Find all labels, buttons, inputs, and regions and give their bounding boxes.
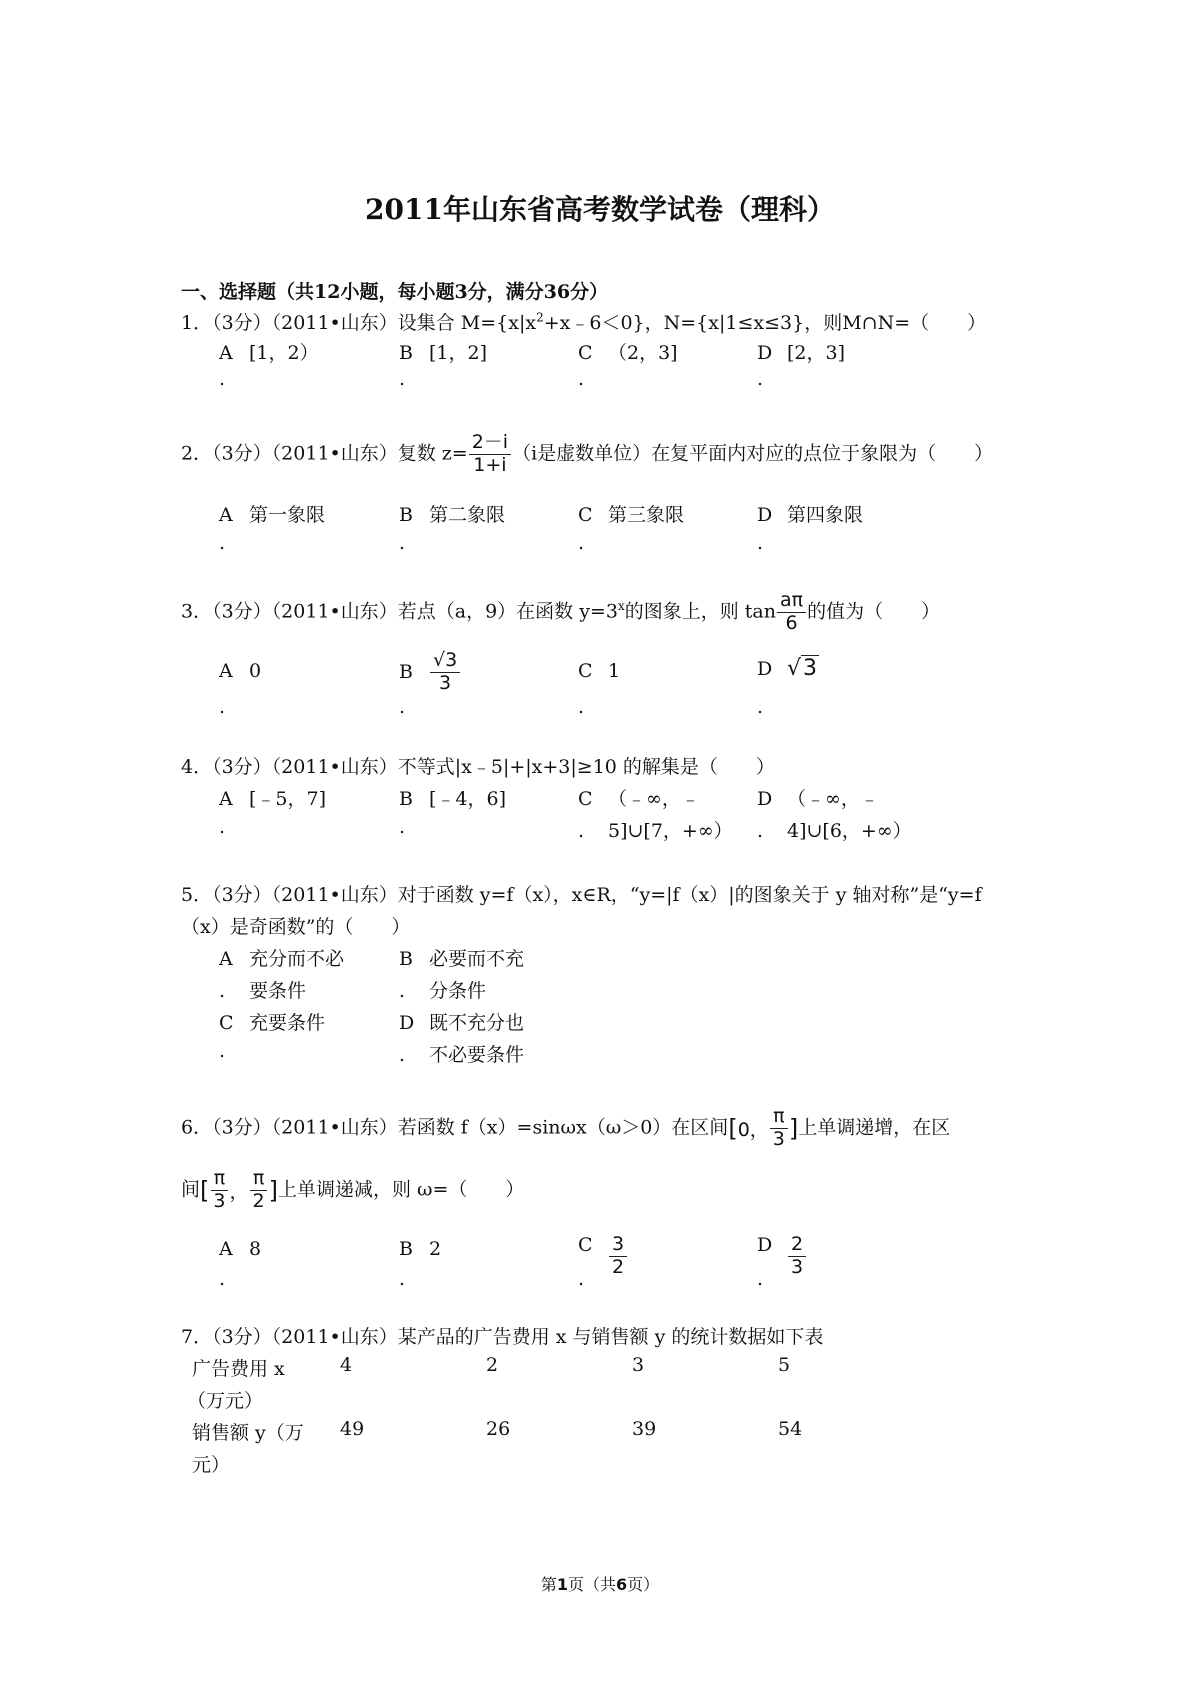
- q2-option-c-dot: .: [578, 532, 585, 554]
- page-footer: 第1页（共6页）: [540, 1575, 660, 1594]
- q6-option-c: C $\frac{3}{2}$: [578, 1234, 628, 1279]
- q3-option-b-fraction: $\frac{√3}{3}$: [430, 650, 460, 695]
- q1-option-c: C （2，3]: [578, 342, 678, 364]
- section-heading: 一、选择题（共12小题，每小题3分，满分36分）: [181, 281, 609, 303]
- q3-fraction: $\frac{a\pi}{6}$: [777, 590, 806, 635]
- q7-table-cell: 39: [632, 1418, 657, 1440]
- question-5-stem-line2: （x）是奇函数”的（ ）: [181, 916, 411, 938]
- q4-option-c-cont: . 5]∪[7，+∞）: [578, 820, 733, 842]
- question-1-stem: 1．（3分）（2011•山东）设集合 $M=\{x|x^2+x﹣6<0\}$，N={x|1≤x≤3}，则M∩N=（ ）: [181, 310, 987, 334]
- q2-option-b-dot: .: [399, 532, 406, 554]
- q1-option-c-dot: .: [578, 368, 585, 390]
- question-2-stem: 2．（3分）（2011•山东）复数 z= $\frac{2-i}{1+i}$ （i是虚数单位）在复平面内对应的点位于象限为（ ）: [181, 431, 994, 476]
- q7-table-cell: 5: [778, 1354, 791, 1376]
- q2-option-b: B 第二象限: [399, 504, 506, 526]
- q6-interval2-fraction-2: $\frac{\pi}{2}$: [250, 1168, 268, 1213]
- q3-option-c: C 1: [578, 660, 621, 682]
- q4-option-d: D （﹣∞，﹣: [757, 788, 879, 810]
- q6-option-c-fraction: $\frac{3}{2}$: [609, 1234, 627, 1279]
- q5-option-d: D 既不充分也: [399, 1012, 525, 1034]
- q4-option-b-dot: .: [399, 816, 406, 838]
- q6-option-c-dot: .: [578, 1268, 585, 1290]
- q5-option-c-dot: .: [219, 1040, 226, 1062]
- q1-option-d-dot: .: [757, 368, 764, 390]
- q2-option-a: A 第一象限: [219, 504, 326, 526]
- question-4-stem: 4．（3分）（2011•山东）不等式|x﹣5|+|x+3|≥10 的解集是（ ）: [181, 756, 775, 778]
- q7-table-cell: 2: [486, 1354, 499, 1376]
- q3-option-d-dot: .: [757, 696, 764, 718]
- q2-option-d: D 第四象限: [757, 504, 864, 526]
- q6-interval2-fraction-1: $\frac{\pi}{3}$: [210, 1168, 228, 1213]
- question-6-stem-line1: 6．（3分）（2011•山东）若函数 f（x）=sinωx（ω＞0）在区间[0， $\frac{\pi}{3}$ ]上单调递增，在区: [181, 1105, 951, 1150]
- q6-option-a: A 8: [219, 1238, 262, 1260]
- q4-option-a-dot: .: [219, 816, 226, 838]
- q2-option-c: C 第三象限: [578, 504, 685, 526]
- q5-option-a: A 充分而不必: [219, 948, 345, 970]
- q7-table-row2-head2: 元）: [192, 1454, 231, 1476]
- q5-option-d-cont: . 不必要条件: [399, 1044, 525, 1066]
- question-6-stem-line2: 间[ $\frac{\pi}{3}$ ， $\frac{\pi}{2}$ ]上单调递减，则 ω=（ ）: [181, 1167, 525, 1212]
- q6-interval1-fraction: $\frac{\pi}{3}$: [770, 1106, 788, 1151]
- q7-table-cell: 3: [632, 1354, 645, 1376]
- q4-option-b: B [﹣4，6]: [399, 788, 507, 810]
- q5-option-b-cont: . 分条件: [399, 980, 487, 1002]
- q6-option-d-dot: .: [757, 1268, 764, 1290]
- q4-option-d-cont: . 4]∪[6，+∞）: [757, 820, 912, 842]
- q3-option-b-dot: .: [399, 696, 406, 718]
- q1-option-d: D [2，3]: [757, 342, 846, 364]
- q7-table-cell: 54: [778, 1418, 803, 1440]
- question-3-stem: 3．（3分）（2011•山东）若点（a，9）在函数 $y=3^x$的图象上，则 tan $\frac{a\pi}{6}$ 的值为（ ）: [181, 589, 941, 634]
- q7-table-row1-head2: （万元）: [187, 1390, 264, 1412]
- q6-option-d-fraction: $\frac{2}{3}$: [788, 1234, 806, 1279]
- q6-option-d: D $\frac{2}{3}$: [757, 1234, 807, 1279]
- q3-option-a: A 0: [219, 660, 262, 682]
- q3-option-d: D √3: [757, 656, 818, 681]
- q3-option-c-dot: .: [578, 696, 585, 718]
- q2-option-d-dot: .: [757, 532, 764, 554]
- q4-option-a: A [﹣5，7]: [219, 788, 327, 810]
- page-title: 2011年山东省高考数学试卷（理科）: [365, 193, 835, 226]
- q1-option-a: A [1，2）: [219, 342, 319, 364]
- q7-table-row2-head: 销售额 y（万: [192, 1422, 304, 1444]
- q1-option-a-dot: .: [219, 368, 226, 390]
- q7-table-cell: 4: [340, 1354, 353, 1376]
- question-5-stem-line1: 5．（3分）（2011•山东）对于函数 y=f（x），x∈R，“y=|f（x）|的图象关于 y 轴对称”是“y=f: [181, 884, 982, 906]
- q2-fraction: $\frac{2-i}{1+i}$: [469, 432, 511, 477]
- q7-table-cell: 26: [486, 1418, 511, 1440]
- q2-option-a-dot: .: [219, 532, 226, 554]
- q6-option-a-dot: .: [219, 1268, 226, 1290]
- q3-option-b: B $\frac{√3}{3}$: [399, 650, 461, 695]
- q5-option-a-cont: . 要条件: [219, 980, 307, 1002]
- question-7-stem: 7．（3分）（2011•山东）某产品的广告费用 x 与销售额 y 的统计数据如下表: [181, 1326, 824, 1348]
- q3-option-a-dot: .: [219, 696, 226, 718]
- q6-option-b: B 2: [399, 1238, 442, 1260]
- q5-option-b: B 必要而不充: [399, 948, 525, 970]
- q6-option-b-dot: .: [399, 1268, 406, 1290]
- q1-option-b-dot: .: [399, 368, 406, 390]
- q5-option-c: C 充要条件: [219, 1012, 326, 1034]
- q4-option-c: C （﹣∞，﹣: [578, 788, 700, 810]
- q1-option-b: B [1，2]: [399, 342, 488, 364]
- q3-option-d-sqrt: √3: [787, 656, 818, 681]
- q7-table-row1-head: 广告费用 x: [192, 1358, 285, 1380]
- q7-table-cell: 49: [340, 1418, 365, 1440]
